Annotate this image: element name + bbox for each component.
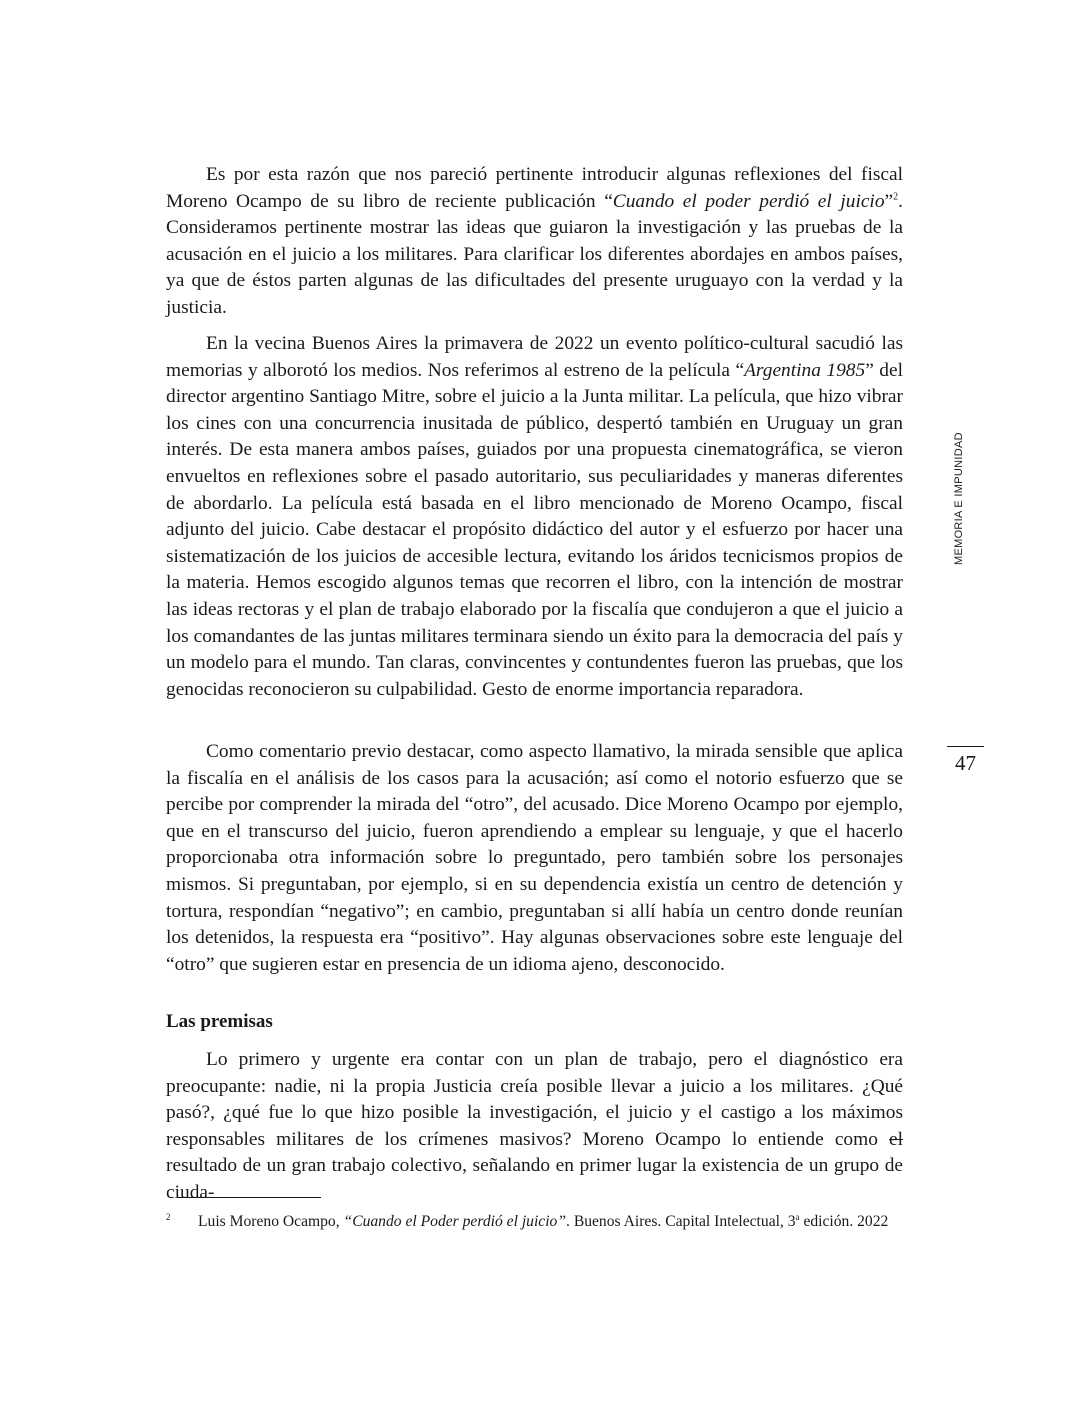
paragraph-2 — [166, 331, 903, 703]
paragraph-1 — [166, 162, 903, 322]
paragraph-4-text-b: resultado de un gran trabajo colectivo, señalando en primer lugar la existencia de un grupo de ciuda- — [166, 1155, 903, 1203]
footnote-reference[interactable]: 2 — [893, 191, 899, 203]
footnote-separator — [177, 1197, 321, 1198]
paragraph-3: Como comentario previo destacar, como aspecto llamativo, la mirada sensible que aplica la fiscalía en el análisis de los casos para la acusación; así como el notorio esfuerzo que se percibe por comprender la mirada del “otro”, del acusado. Dice Moreno Ocampo por ejemplo, que en el transcurso del juicio, fueron aprendiendo a emplear su lenguaje, y que el hacerlo proporcionaba otra información sobre lo preguntado, pero también sobre los personajes mismos. Si preguntaban, por ejemplo, si en su dependencia existía un centro de detención y tortura, respondían “negativo”; en cambio, preguntaban si allí había un centro donde reunían los detenidos, la respuesta era “positivo”. Hay algunas observaciones sobre este lenguaje del “otro” que sugieren estar en presencia de un idioma ajeno, desconocido. — [166, 741, 903, 975]
footnote-number: 2 — [166, 1212, 171, 1222]
running-head: MEMORIA E IMPUNIDAD — [953, 432, 965, 565]
paragraph-2-text-b: ” del director argentino Santiago Mitre, sobre el juicio a la Junta militar. La película, que hizo vibrar los cines con una concurrencia inusitada de público, despertó también en Uruguay un gran interés. De esta manera ambos países, guiados por una propuesta cinematográfica, se vieron envueltos en reflexiones sobre el pasado autoritario, sus peculiaridades y maneras diferentes de abordarlo. La película está basada en el libro mencionado de Moreno Ocampo, fiscal adjunto del juicio. Cabe destacar el propósito didáctico del autor y el esfuerzo por hacer una sistematización de los juicios de accesible lectura, evitando los áridos tecnicismos propios de la materia. Hemos escogido algunos temas que recorren el libro, con la intención de mostrar las ideas rectoras y el plan de trabajo elaborado por la fiscalía que condujeron a que el juicio a los comandantes de las juntas militares terminara siendo un éxito para la democracia del país y un modelo para el mundo. Tan claras, convincentes y contundentes fueron las pruebas, que los genocidas reconocieron su culpabilidad. Gesto de enorme importancia reparadora. — [166, 359, 903, 700]
paragraph-1-text-c: . Consideramos pertinente mostrar las ideas que guiaron la investigación y las pruebas de la acusación en el juicio a los militares. Para clarificar los diferentes abordajes en ambos países, ya que de éstos parten algunas de las dificultades del presente uruguayo con la verdad y la justicia. — [166, 190, 903, 318]
paragraph-1-text-b: ” — [884, 190, 894, 212]
footnote-ordinal: a — [795, 1211, 800, 1222]
footnote-book-title: “Cuando el Poder perdió el juicio” — [343, 1213, 567, 1230]
footnote-text-c: edición. 2022 — [799, 1213, 889, 1230]
paragraph-2-text-a: En la vecina Buenos Aires la primavera de 2022 un evento político-cultural sacudió las memorias y alborotó los medios. Nos referimos al estreno de la película “ — [166, 333, 903, 381]
footnote — [166, 1206, 903, 1233]
paragraph-4 — [166, 1047, 903, 1207]
page-number-rule — [947, 746, 984, 747]
paragraph-4-text-a: Lo primero y urgente era contar con un plan de trabajo, pero el diagnóstico era preocupante: nadie, ni la propia Justicia creía posible llevar a juicio a los militares. ¿Qué pasó?, ¿qué fue lo que hizo posible la investigación, el juicio y el castigo a los máximos responsables militares de los crímenes masivos? Moreno Ocampo lo entiende como — [166, 1049, 903, 1150]
section-heading: Las premisas — [166, 1011, 273, 1032]
book-title: Cuando el poder perdió el juicio — [612, 190, 885, 212]
footnote-text-b: . Buenos Aires. Capital Intelectual, 3 — [566, 1213, 796, 1230]
struck-word: el — [889, 1128, 903, 1150]
page-number: 47 — [955, 751, 976, 775]
footnote-text-a: Luis Moreno Ocampo, — [198, 1213, 344, 1230]
film-title: Argentina 1985 — [744, 359, 866, 381]
paragraph-1-text-a: Es por esta razón que nos pareció pertinente introducir algunas reflexiones del fiscal Moreno Ocampo de su libro de reciente publicación “ — [166, 164, 903, 212]
